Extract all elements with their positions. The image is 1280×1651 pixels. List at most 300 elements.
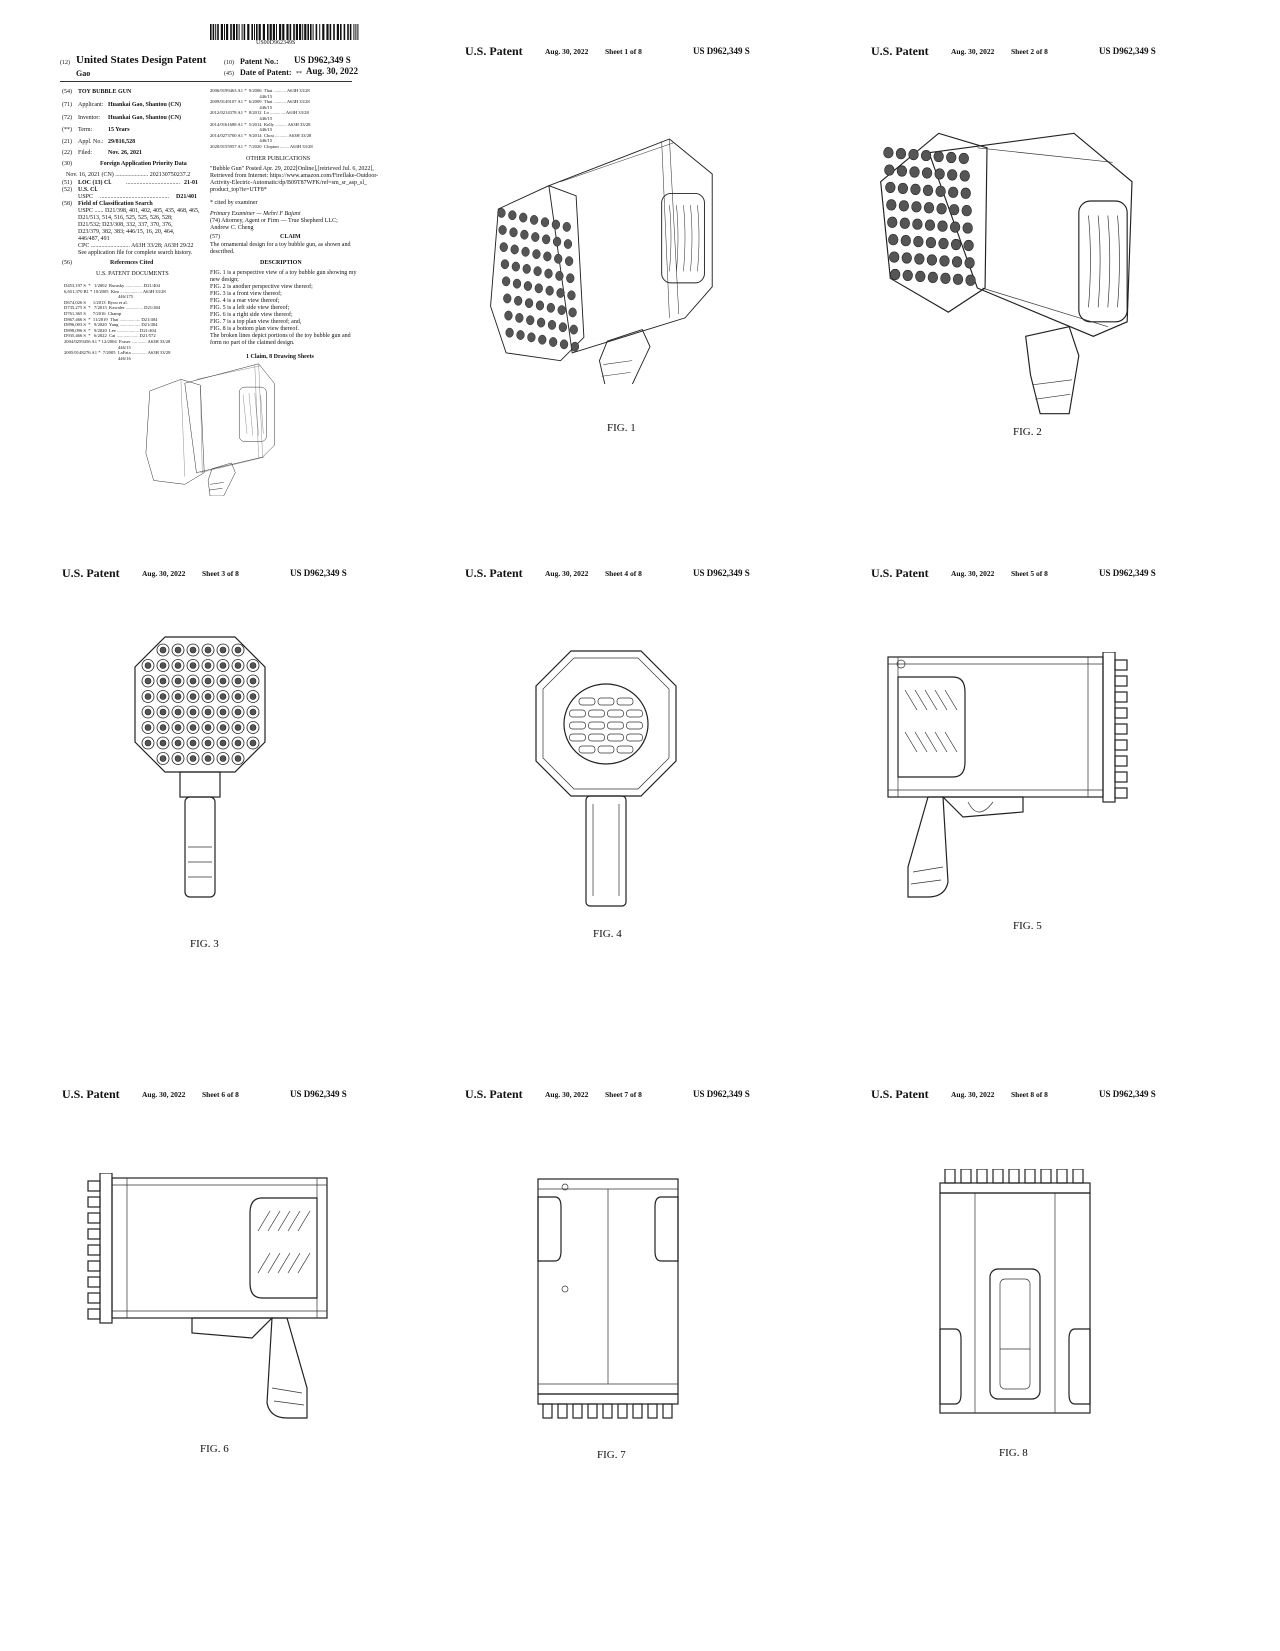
nozzle-hole	[160, 694, 166, 700]
barcode-bar	[244, 24, 246, 40]
speaker-slot	[589, 710, 605, 717]
reference-line: 446/15	[210, 104, 273, 110]
nozzle	[506, 328, 514, 337]
header-sheet: Sheet 4 of 8	[605, 569, 642, 578]
nozzle-bottom	[945, 1169, 955, 1183]
date-code: (45)	[224, 71, 234, 77]
side-grille-frame	[898, 677, 965, 777]
sheet-2	[871, 44, 1271, 584]
nozzle	[570, 325, 578, 334]
nozzle	[554, 254, 562, 263]
left-grille	[940, 1329, 961, 1404]
nozzle	[526, 316, 534, 325]
nozzle	[911, 184, 921, 195]
doc-type: United States Design Patent	[76, 54, 207, 66]
nozzle	[923, 185, 933, 196]
reference-line: 446/15	[210, 93, 273, 99]
nozzle	[941, 273, 951, 284]
grille-slot	[268, 1211, 280, 1273]
nozzle-hole	[205, 725, 211, 731]
sheet-header	[871, 44, 1271, 60]
barcode-bar	[242, 24, 243, 40]
header-patent: U.S. Patent	[465, 1087, 523, 1101]
barcode-bar	[239, 24, 240, 40]
reference-line: 2004/0259456 A1 * 12/2004 Fraser ............. A63H 33/28	[64, 339, 171, 344]
nozzle	[542, 235, 550, 244]
cited-note: * cited by examiner	[210, 200, 258, 206]
nozzle	[531, 232, 539, 241]
nozzle	[887, 217, 897, 228]
nozzle	[946, 152, 956, 163]
publication-line: Activity-Electric-Automatic/dp/B09T87WFK/ref=sm_sr_asp_sl_	[210, 180, 368, 186]
fig-5-drawing	[883, 652, 1143, 922]
header-date: Aug. 30, 2022	[545, 47, 589, 56]
reference-line: 446/15	[210, 138, 273, 144]
nozzle-hole	[145, 709, 151, 715]
barcode-bar	[256, 24, 258, 40]
grille-slot	[905, 690, 917, 752]
handle	[1026, 327, 1079, 414]
nozzle-side	[88, 1229, 100, 1239]
reference-line: 446/15	[64, 344, 131, 350]
nozzle-side	[1115, 660, 1127, 670]
speaker-slot	[627, 734, 643, 741]
nozzle	[535, 284, 543, 293]
speaker-slot	[589, 734, 605, 741]
barcode-bar	[247, 24, 249, 40]
nozzle	[557, 288, 565, 297]
fig-8-label: FIG. 8	[999, 1447, 1028, 1459]
nozzle	[915, 271, 925, 282]
sheet-6	[62, 1087, 462, 1627]
barcode-bar	[316, 24, 318, 40]
nozzle-top	[648, 1404, 657, 1418]
mirrored-group	[88, 1173, 327, 1418]
patent-date: Aug. 30, 2022	[306, 66, 359, 76]
header-patent: U.S. Patent	[465, 566, 523, 580]
barcode-bar	[337, 24, 339, 40]
nozzle-hole	[190, 678, 196, 684]
attorney-line-1: (74) Attorney, Agent or Firm — True Shepherd LLC;	[210, 218, 338, 224]
handle-grip-line	[911, 867, 943, 884]
nozzle	[499, 225, 507, 234]
nozzle	[901, 235, 911, 246]
nozzle	[885, 165, 895, 176]
speaker-slot	[570, 734, 586, 741]
body-edge	[975, 1193, 1055, 1413]
body-edge	[888, 657, 1103, 797]
front-cap	[1103, 652, 1115, 802]
nozzle	[962, 205, 972, 216]
nozzle	[896, 148, 906, 159]
uscl-label: U.S. Cl.	[78, 187, 98, 193]
publication-line: Retrieved from Internet: https://www.amazon.com/Fireflake-Outdoor-	[210, 173, 379, 179]
nozzle	[960, 171, 970, 182]
nozzle-hole	[175, 740, 181, 746]
side-grille-frame	[250, 1198, 317, 1298]
nozzle	[927, 255, 937, 266]
reference-line: D761,365 S 7/2016 Champ	[64, 311, 122, 316]
publication-line: product_top?ie=UTF8*	[210, 187, 267, 193]
appl-no: 29/816,528	[108, 139, 136, 145]
screw	[562, 1286, 568, 1292]
nozzle-hole	[250, 740, 256, 746]
nozzle-hole	[190, 725, 196, 731]
nozzle-hole	[235, 663, 241, 669]
field-line: USPC ...... D21/398, 401, 402, 405, 435, 468, 465,	[78, 208, 200, 214]
header-sheet: Sheet 1 of 8	[605, 47, 642, 56]
uscl-code: (52)	[62, 187, 72, 193]
barcode-bar	[290, 24, 292, 40]
nozzle-hole	[220, 725, 226, 731]
claim-line: described.	[210, 249, 235, 255]
reference-line: 446/175	[64, 294, 134, 300]
nozzle-bottom	[993, 1169, 1003, 1183]
nozzle	[965, 258, 975, 269]
barcode-bar	[263, 24, 265, 40]
description-line: FIG. 2 is another perspective view thereof;	[210, 284, 313, 290]
nozzle-side	[88, 1245, 100, 1255]
field-line: D21/532; D23/308, 332, 337, 370, 376,	[78, 222, 173, 228]
nozzle	[938, 221, 948, 232]
nozzle-side	[1115, 756, 1127, 766]
nozzle	[537, 318, 545, 327]
attorney-line-2: Andrew C. Cheng	[210, 225, 254, 231]
nozzle	[522, 247, 530, 256]
left-grille	[538, 1197, 561, 1261]
header-sheet: Sheet 5 of 8	[1011, 569, 1048, 578]
speaker-grille	[564, 684, 648, 764]
nozzle-side	[88, 1181, 100, 1191]
sheet-1	[465, 44, 865, 584]
speaker-slot	[598, 698, 614, 705]
sheet-header	[465, 566, 865, 582]
examiner: Primary Examiner — Mehri F Bajani	[210, 211, 301, 217]
reference-line: D898,096 S * 9/2020 Lee ................... D21/404	[64, 327, 157, 333]
nozzle	[936, 186, 946, 197]
reference-line: 446/15	[210, 127, 273, 133]
reference-line: 446/16	[64, 355, 131, 361]
barcode-bar	[251, 24, 253, 40]
nozzle	[523, 264, 531, 273]
nozzle-hole	[205, 756, 211, 762]
nozzle	[545, 269, 553, 278]
barcode-bar	[224, 24, 225, 40]
reference-line: 2012/0214378 A1 * 8/2012 Lo ............. A63H 33/28	[210, 110, 309, 116]
nozzle-hole	[190, 709, 196, 715]
nozzle	[560, 340, 568, 349]
nozzle	[536, 301, 544, 310]
nozzle	[558, 305, 566, 314]
uspc-label: USPC	[78, 194, 94, 200]
nozzle	[533, 249, 541, 258]
nozzle	[498, 208, 506, 217]
description-heading: DESCRIPTION	[260, 260, 302, 266]
reference-line: 2020/0155957 A1 * 7/2020 Clopton ........ A63H 33/28	[210, 144, 313, 149]
fig-3-drawing	[130, 632, 270, 902]
front-octagon	[135, 637, 265, 772]
nozzle	[564, 239, 572, 248]
divider	[60, 81, 352, 82]
nozzle	[515, 313, 523, 322]
nozzle-hole	[235, 678, 241, 684]
barcode-bar	[319, 24, 320, 40]
fig-5-label: FIG. 5	[1013, 920, 1042, 932]
barcode-bar	[355, 24, 356, 40]
nozzle-bottom	[1073, 1169, 1083, 1183]
foreign-country: (CN)	[101, 172, 114, 178]
header-date: Aug. 30, 2022	[951, 569, 995, 578]
nozzle	[961, 188, 971, 199]
nozzle-side	[88, 1277, 100, 1287]
nozzle	[543, 252, 551, 261]
barcode-bar	[357, 24, 358, 40]
nozzle	[913, 219, 923, 230]
nozzle-side	[88, 1197, 100, 1207]
speaker-slot	[608, 710, 624, 717]
nozzle	[541, 218, 549, 227]
header-number: US D962,349 S	[1099, 568, 1156, 578]
nozzle-hole	[175, 725, 181, 731]
nozzle-top	[663, 1404, 672, 1418]
applicant-label: Applicant:	[78, 102, 104, 108]
handle-grip-line	[1033, 380, 1072, 399]
description-line: FIG. 7 is a top plan view thereof; and,	[210, 319, 302, 325]
speaker-slot	[627, 722, 643, 729]
nozzle-hole	[160, 678, 166, 684]
nozzle	[521, 230, 529, 239]
body-edge	[977, 148, 1112, 327]
side-grille-frame	[1079, 201, 1127, 322]
fig-7-label: FIG. 7	[597, 1449, 626, 1461]
barcode-bar	[213, 24, 215, 40]
nozzle	[951, 239, 961, 250]
fig-1-drawing	[465, 104, 765, 384]
handle-grip-line	[602, 361, 632, 377]
nozzle-hole	[235, 740, 241, 746]
description-line: FIG. 3 is a front view thereof;	[210, 291, 282, 297]
nozzle	[928, 272, 938, 283]
grille-slot	[925, 690, 937, 752]
nozzle	[530, 215, 538, 224]
description-line: The broken lines depict portions of the toy bubble gun and	[210, 333, 351, 339]
nozzle-hole	[175, 709, 181, 715]
nozzle-top	[603, 1404, 612, 1418]
nozzle	[966, 275, 976, 286]
barcode-bar	[310, 24, 312, 40]
nozzle	[510, 228, 518, 237]
term: 15 Years	[108, 127, 130, 133]
nozzle	[900, 218, 910, 229]
reference-line: D867,466 S * 11/2019 Thai .................. D21/404	[64, 316, 158, 322]
nozzle	[517, 330, 525, 339]
nozzle-hole	[250, 725, 256, 731]
trigger-guard	[943, 797, 1023, 817]
barcode	[210, 24, 360, 40]
nozzle-bottom	[961, 1169, 971, 1183]
applicant-code: (71)	[62, 102, 72, 108]
nozzle	[569, 308, 577, 317]
nozzle-hole	[205, 694, 211, 700]
loc-dots: ....................................	[126, 180, 180, 186]
nozzle	[505, 311, 513, 320]
reference-line: D735,275 S * 7/2015 Kawaler ............... D21/404	[64, 305, 161, 311]
nozzle	[915, 254, 925, 265]
nozzle	[565, 256, 573, 265]
nozzle	[538, 335, 546, 344]
nozzle-hole	[205, 663, 211, 669]
sheet-header	[871, 566, 1271, 582]
applicant: Huankai Gao, Shantou (CN)	[108, 102, 182, 108]
nozzle-side	[1115, 692, 1127, 702]
nozzle	[948, 187, 958, 198]
nozzle	[952, 257, 962, 268]
grille-slot	[1108, 216, 1110, 308]
nozzle-hole	[235, 756, 241, 762]
barcode-bar	[226, 24, 228, 40]
nozzle	[963, 223, 973, 234]
nozzle-hole	[205, 678, 211, 684]
appl-label: Appl. No.:	[78, 139, 104, 145]
nozzle	[556, 271, 564, 280]
patent-no-label: Patent No.:	[240, 57, 279, 66]
uspc-dots: ..............................................	[100, 194, 169, 200]
header-date: Aug. 30, 2022	[951, 47, 995, 56]
field-line: CPC .......................... A63H 33/28; A63H 29/22	[78, 243, 194, 249]
field-line: See application file for complete search history.	[78, 250, 193, 256]
loc-value: 21-01	[184, 180, 198, 186]
nozzle-side	[1115, 772, 1127, 782]
header-patent: U.S. Patent	[871, 44, 929, 58]
nozzle-hole	[145, 740, 151, 746]
nozzle	[940, 256, 950, 267]
nozzle-top	[588, 1404, 597, 1418]
nozzle-hole	[250, 678, 256, 684]
grille-slot	[683, 205, 685, 271]
nozzle	[890, 269, 900, 280]
grille-slot	[1089, 216, 1091, 308]
nozzle	[553, 237, 561, 246]
nozzle-hole	[235, 725, 241, 731]
nozzle	[924, 202, 934, 213]
handle	[586, 796, 626, 906]
other-pub-heading: OTHER PUBLICATIONS	[246, 156, 311, 162]
reference-line: 2005/0148276 A1 * 7/2005 LaFata ............. A63H 33/28	[64, 350, 171, 356]
barcode-bar	[307, 24, 309, 40]
reference-line: D674,026 S 1/2013 Ryou et al.	[64, 299, 128, 305]
barcode-bar	[296, 24, 298, 40]
nozzle-bottom	[1009, 1169, 1019, 1183]
header-number: US D962,349 S	[693, 1089, 750, 1099]
grille-slot	[278, 1211, 290, 1273]
sheet-5	[871, 566, 1271, 1106]
inventor-code: (72)	[62, 115, 72, 121]
sheet-header	[465, 44, 865, 60]
handle	[990, 1269, 1040, 1399]
header-date: Aug. 30, 2022	[142, 569, 186, 578]
inventor-label: Inventor:	[78, 115, 100, 121]
nozzle	[534, 267, 542, 276]
patent-no: US D962,349 S	[294, 55, 351, 65]
barcode-bar	[230, 24, 232, 40]
field-code: (58)	[62, 201, 72, 207]
nozzle	[502, 277, 510, 286]
barcode-bar	[293, 24, 295, 40]
reference-line: D896,003 S * 9/2020 Yang .................. D21/404	[64, 322, 158, 328]
handle-neck	[180, 772, 220, 797]
nozzle-hole	[175, 694, 181, 700]
nozzle	[899, 201, 909, 212]
barcode-bar	[233, 24, 235, 40]
nozzle	[547, 303, 555, 312]
nozzle	[909, 149, 919, 160]
design-title: TOY BUBBLE GUN	[78, 89, 132, 95]
nozzle	[514, 296, 522, 305]
nozzle-hole	[160, 663, 166, 669]
sheet-8	[871, 1087, 1271, 1627]
refs-code: (56)	[62, 260, 72, 266]
nozzle-bottom	[1041, 1169, 1051, 1183]
nozzle-hole	[190, 756, 196, 762]
body	[888, 657, 1103, 797]
header-date: Aug. 30, 2022	[142, 1090, 186, 1099]
nozzle-hole	[250, 694, 256, 700]
nozzle	[552, 220, 560, 229]
header-patent: U.S. Patent	[871, 566, 929, 580]
nozzle-hole	[190, 647, 196, 653]
reference-line: 6,651,370 B1 * 10/2005 Kim ................... A63H 33/28	[64, 288, 166, 294]
reference-line: 446/15	[210, 116, 273, 121]
barcode-bar	[259, 24, 261, 40]
handle-grip-line	[188, 847, 212, 877]
grille-slot	[915, 690, 927, 752]
handle-inner	[1000, 1279, 1030, 1389]
barcode-bar	[221, 24, 223, 40]
grille-slot	[1118, 216, 1120, 308]
fig-8-drawing	[935, 1169, 1095, 1429]
term-label: Term:	[78, 127, 93, 133]
description-line: FIG. 1 is a perspective view of a toy bubble gun showing my	[210, 270, 357, 276]
nozzle-hole	[160, 740, 166, 746]
barcode-bar	[344, 24, 346, 40]
nozzle-hole	[175, 678, 181, 684]
nozzle-bottom	[1057, 1169, 1067, 1183]
barcode-bar	[330, 24, 332, 40]
nozzle	[903, 270, 913, 281]
nozzle	[886, 182, 896, 193]
foreign-dots: ......................	[115, 172, 149, 178]
barcode-bar	[350, 24, 352, 40]
handle	[599, 330, 650, 384]
barcode-bar	[282, 24, 284, 40]
nozzle	[949, 204, 959, 215]
nozzle-side	[1115, 788, 1127, 798]
nozzle	[886, 200, 896, 211]
nozzle-hole	[175, 663, 181, 669]
patent-no-code: (10)	[224, 60, 234, 66]
nozzle	[563, 222, 571, 231]
body-edge	[538, 1189, 678, 1384]
nozzle-hole	[250, 709, 256, 715]
reference-line: D453,197 S * 1/2002 Rurasky ............... D21/404	[64, 283, 160, 288]
nozzle	[566, 274, 574, 283]
grille-slot	[288, 1211, 300, 1273]
fig-1-label: FIG. 1	[607, 422, 636, 434]
header-patent: U.S. Patent	[62, 566, 120, 580]
nozzle-side	[1115, 724, 1127, 734]
nozzle-hole	[250, 663, 256, 669]
nozzle-hole	[175, 647, 181, 653]
